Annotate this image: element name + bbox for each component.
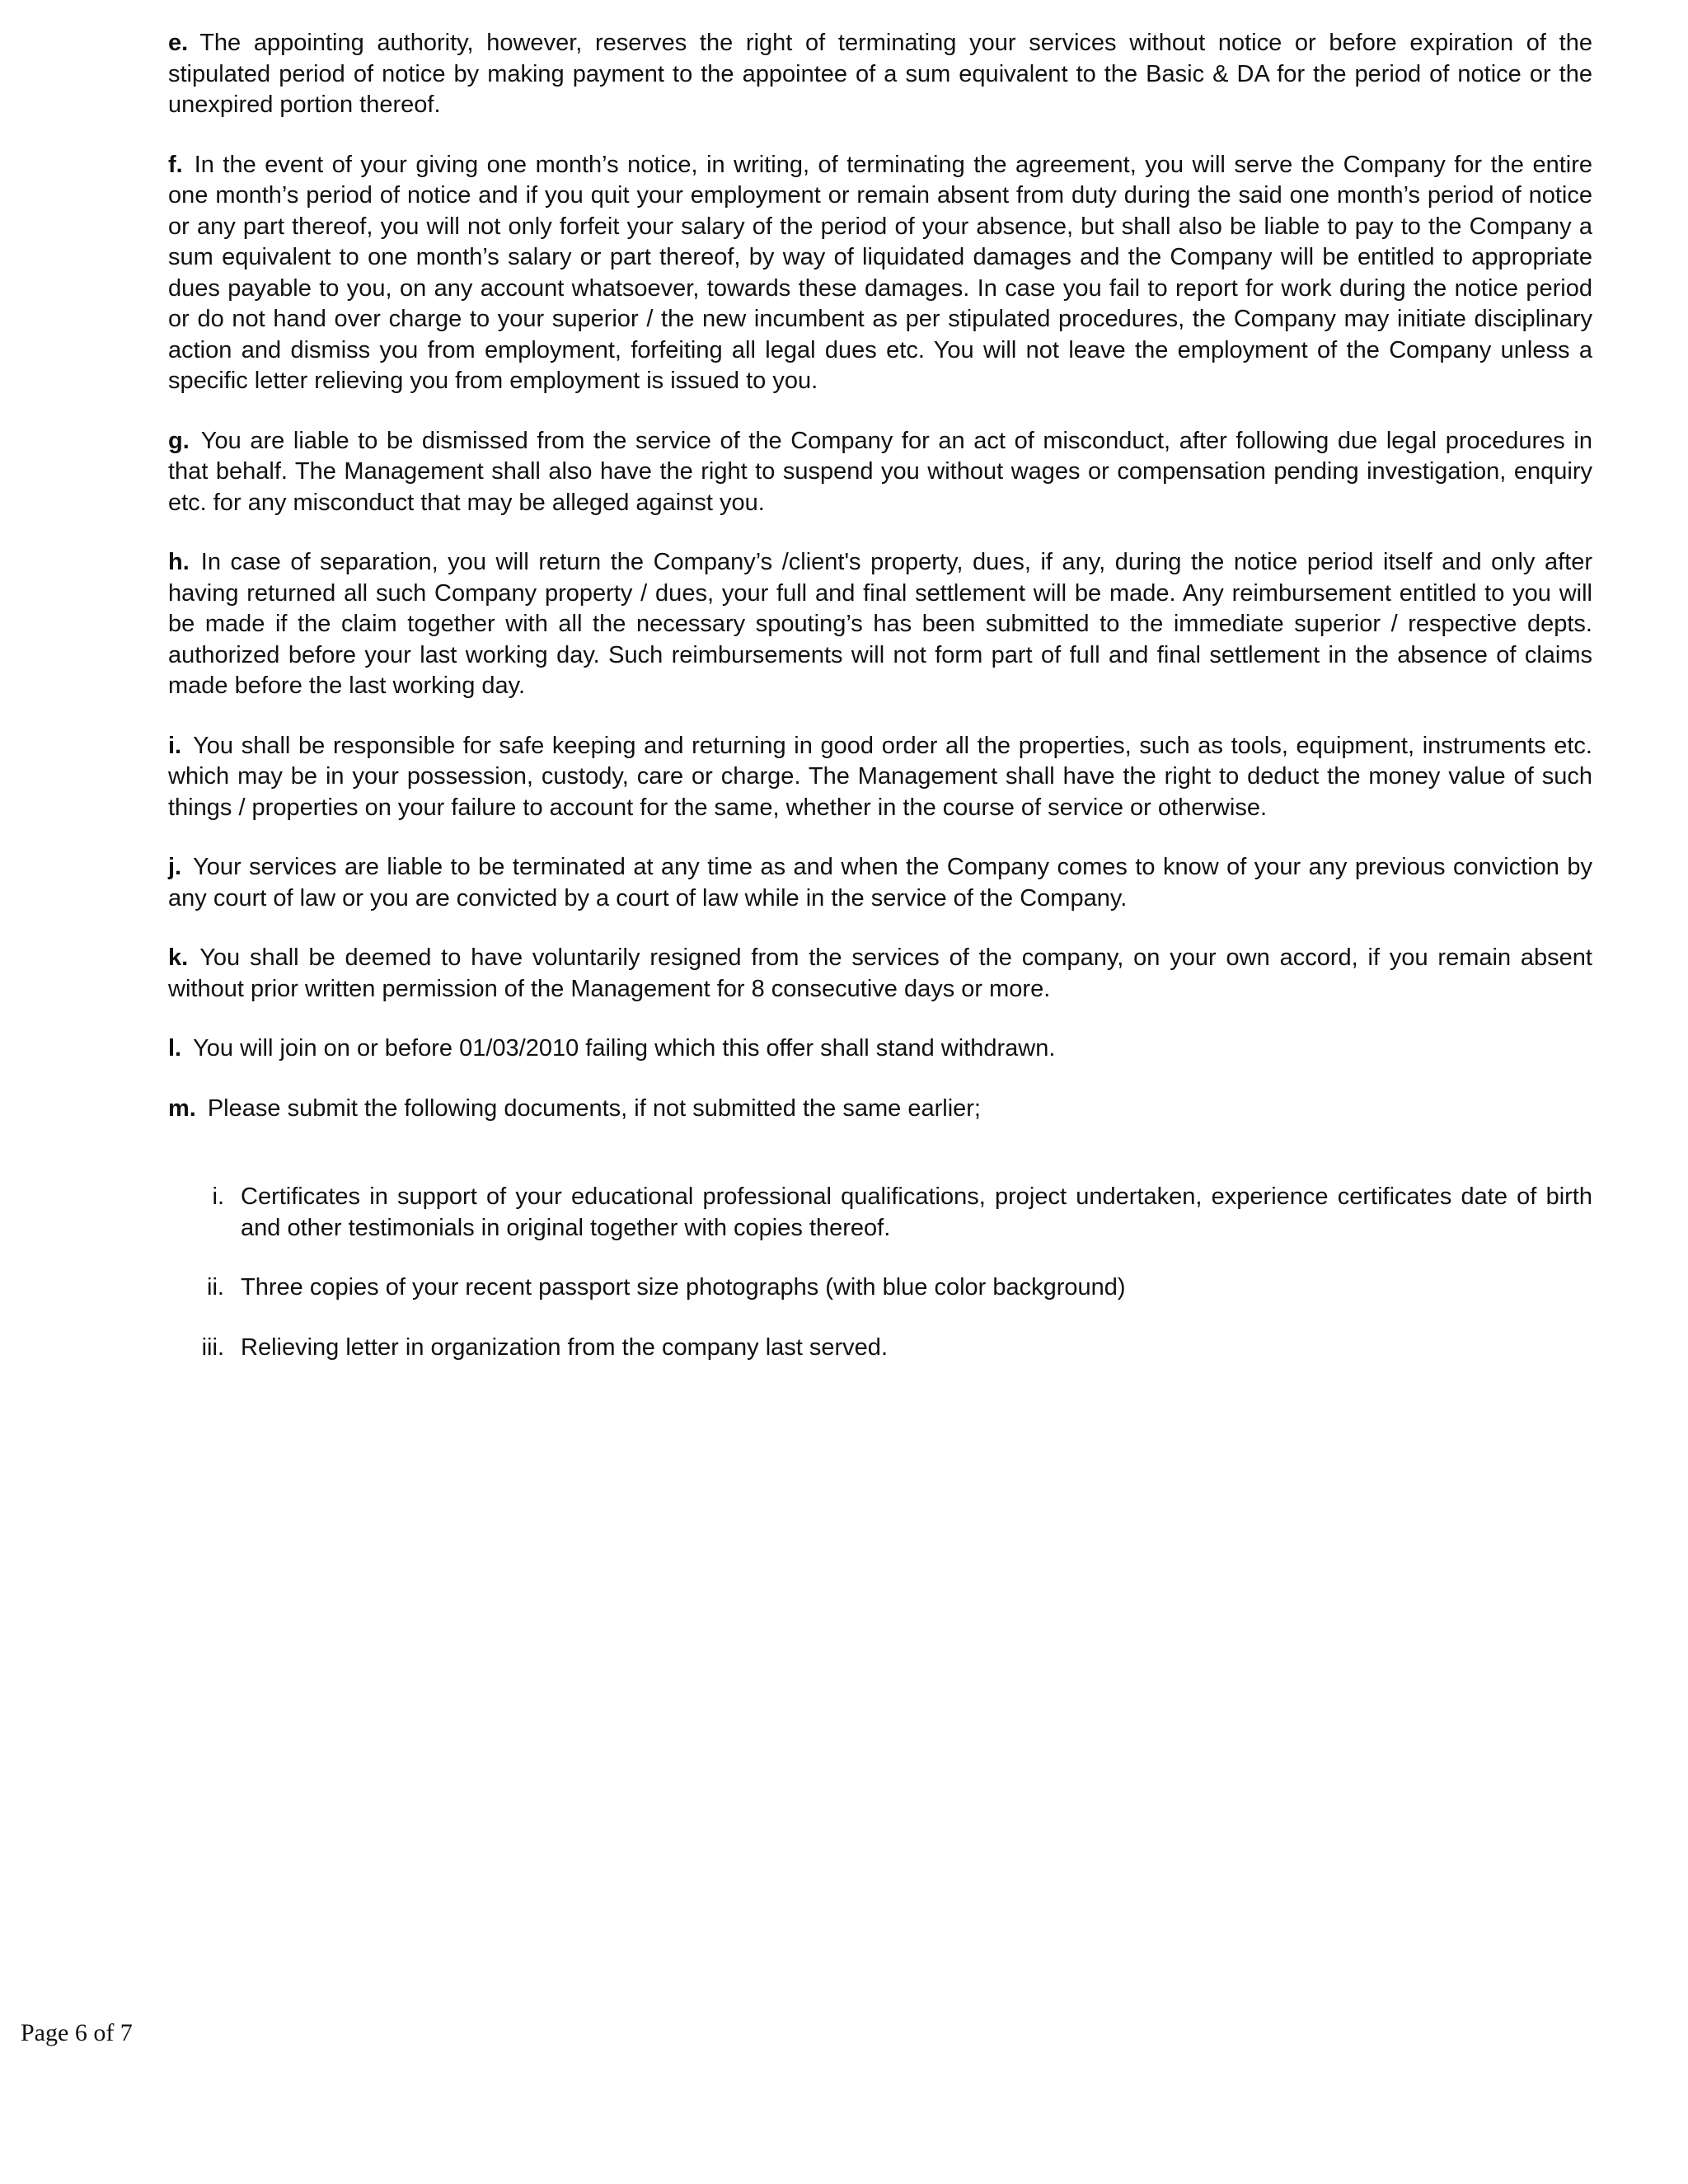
clause-letter: e. [168,30,189,56]
clause-m [168,1094,1592,1125]
clause-text: You shall be deemed to have voluntarily resigned from the services of the company, on your own accord, if you remain absent without prior written permission of the Management for 8 consecutive days or more. [168,944,1592,1002]
list-item [168,1272,1592,1304]
clause-i [168,731,1592,824]
list-item-number: ii. [207,1274,224,1301]
page-number: Page 6 of 7 [21,2019,133,2046]
clause-letter: g. [168,427,190,454]
clause-l [168,1033,1592,1065]
letter-body [168,28,1592,1392]
clause-letter: i. [168,732,182,759]
clause-k [168,943,1592,1005]
clause-e [168,28,1592,121]
clause-letter: m. [168,1094,196,1122]
required-documents-list [168,1182,1592,1363]
clause-f [168,150,1592,397]
clause-text: You are liable to be dismissed from the service of the Company for an act of misconduct, after following due legal procedures in that behalf. The Management shall also have the right to suspend you without wages or compensation pending investigation, enquiry etc. for any misconduct that may be alleged against you. [168,427,1592,516]
clause-text: Your services are liable to be terminated at any time as and when the Company comes to know of your any previous conviction by any court of law or you are convicted by a court of law while in the service of the Company. [168,854,1592,912]
clause-letter: j. [168,854,182,880]
clause-g [168,426,1592,519]
list-item-number: iii. [201,1333,224,1361]
list-item-text: Relieving letter in organization from the company last served. [241,1333,888,1361]
clause-text: Please submit the following documents, if not submitted the same earlier; [207,1094,981,1122]
clause-letter: l. [168,1035,182,1062]
clause-letter: f. [168,151,183,178]
list-item-text: Three copies of your recent passport size photographs (with blue color background) [241,1274,1126,1301]
list-item [168,1333,1592,1364]
clause-text: In case of separation, you will return the Company’s /client's property, dues, if any, during the notice period itself and only after having returned all such Company property / dues, your full and final settlement will be made. Any reimbursement entitled to you will be made if the claim together with all the necessary spouting’s has been submitted to the immediate superior / respective depts. authorized before your last working day. Such reimbursements will not form part of full and final settlement in the absence of claims made before the last working day. [168,549,1592,699]
list-item-number: i. [212,1183,224,1210]
list-item [168,1182,1592,1244]
clause-text: The appointing authority, however, reserves the right of terminating your services without notice or before expiration of the stipulated period of notice by making payment to the appointee of a sum equivalent to the Basic & DA for the period of notice or the unexpired portion thereof. [168,30,1592,118]
clause-text: You will join on or before 01/03/2010 failing which this offer shall stand withdrawn. [193,1035,1056,1062]
clause-j [168,852,1592,914]
clause-text: In the event of your giving one month’s notice, in writing, of terminating the agreement, you will serve the Company for the entire one month’s period of notice and if you quit your employment or remain absent from duty during the said one month’s period of notice or any part thereof, you will not only forfeit your salary of the period of your absence, but shall also be liable to pay to the Company a sum equivalent to one month’s salary or part thereof, by way of liquidated damages and the Company will be entitled to appropriate dues payable to you, on any account whatsoever, towards these damages. In case you fail to report for work during the notice period or do not hand over charge to your superior / the new incumbent as per stipulated procedures, the Company may initiate disciplinary action and dismiss you from employment, forfeiting all legal dues etc. You will not leave the employment of the Company unless a specific letter relieving you from employment is issued to you. [168,151,1592,394]
clause-letter: h. [168,549,190,575]
list-item-text: Certificates in support of your educational professional qualifications, project undertaken, experience certificates date of birth and other testimonials in original together with copies thereof. [241,1183,1592,1241]
clause-letter: k. [168,944,189,971]
clause-text: You shall be responsible for safe keeping and returning in good order all the properties, such as tools, equipment, instruments etc. which may be in your possession, custody, care or charge. The Management shall have the right to deduct the money value of such things / properties on your failure to account for the same, whether in the course of service or otherwise. [168,732,1592,821]
clause-h [168,547,1592,702]
